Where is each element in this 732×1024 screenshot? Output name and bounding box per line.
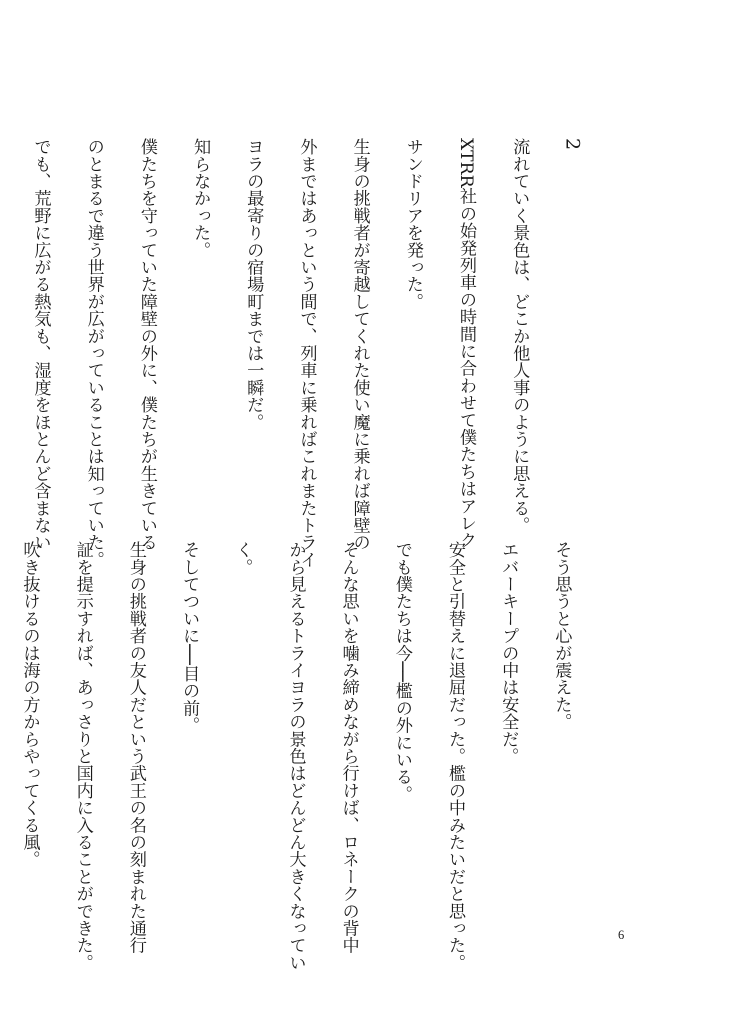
text-line: から見えるトライヨラの景色はどんどん大きくなってい [285,540,306,971]
text-line: 生身の挑戦者が寄越してくれた使い魔に乗れば障壁の [349,137,370,551]
text-line: 知らなかった。 [190,137,211,259]
text-line: 安全と引替えに退屈だった。檻の中みたいだと思った。 [445,540,466,971]
text-line: のとまるで違う世界が広がっていることは知っていた。 [83,137,104,568]
text-line: ヨラの最寄りの宿場町までは一瞬だ。 [243,137,264,431]
text-line: 僕たちを守っていた障壁の外に、僕たちが生きている [136,137,157,551]
text-line: く。 [232,540,253,576]
text-line: サンドリアを発った。 [402,137,423,310]
text-line: そしてついに──目の前。 [179,540,200,734]
text-line: でも僕たちは今──檻の外にいる。 [391,540,412,803]
text-line: XTRR社の始発列車の時間に合わせて僕たちはアレク [456,137,477,549]
page-number: 6 [618,928,625,942]
text-line: 吹き抜けるのは海の方からやってくる風。 [19,540,40,868]
text-line: 外まではあっという間で、列車に乗ればこれまたトライ [296,137,317,568]
text-line: 流れていく景色は、どこか他人事のように思える。 [509,137,530,534]
text-line: でも、荒野に広がる熱気も、湿度をほとんど含まない [30,137,51,551]
upper-text-block [0,127,612,568]
text-line: そう思うと心が震えた。 [551,540,572,731]
text-line: 証を提示すれば、あっさりと国内に入ることができた。 [72,540,93,971]
text-line: エバーキープの中は安全だ。 [498,540,519,765]
lower-text-block [0,530,601,971]
text-line: そんな思いを噛み締めながら行けば、ロネークの背中 [338,540,359,954]
text-line: 生身の挑戦者の友人だという武王の名の刻まれた通行 [125,540,146,954]
chapter-number: 2 [561,137,584,151]
